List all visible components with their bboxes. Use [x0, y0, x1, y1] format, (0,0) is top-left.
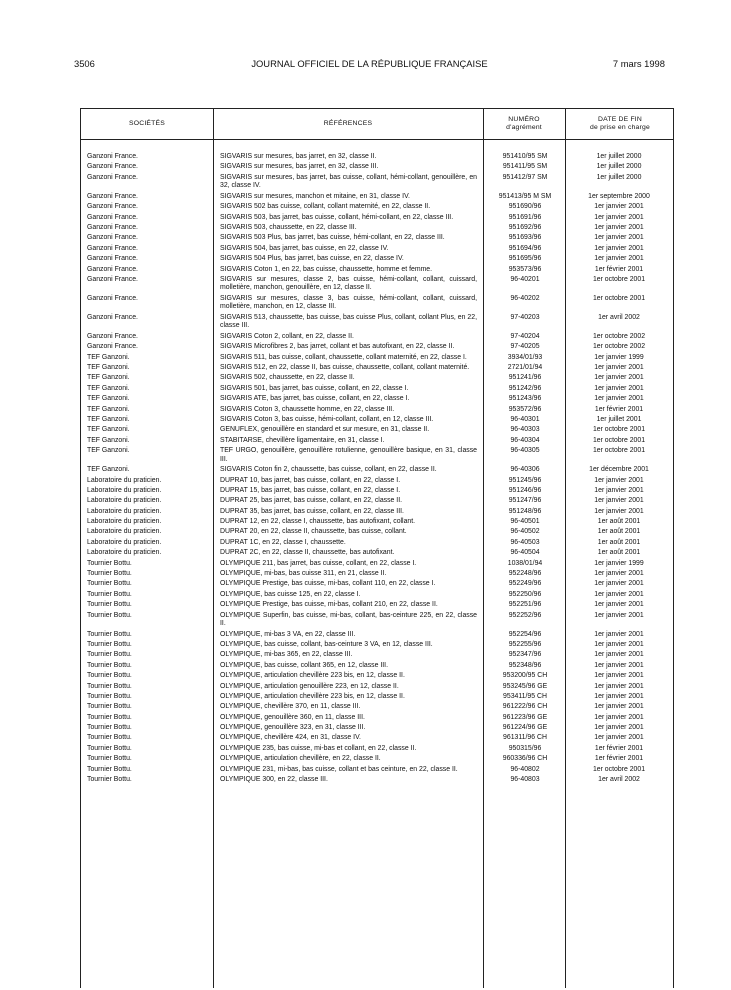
numero-cell: 952250/96 [508, 590, 542, 598]
table-row [81, 447, 673, 466]
publication-date: 7 mars 1998 [612, 58, 665, 69]
societe-cell: Ganzoni France. [87, 192, 138, 200]
date-cell: 1er janvier 2001 [594, 213, 644, 221]
numero-cell: 953200/95 CH [502, 672, 548, 680]
table-row [81, 734, 673, 744]
numero-cell: 951412/97 SM [502, 173, 548, 181]
table-row [81, 153, 673, 163]
societe-cell: TEF Ganzoni. [87, 415, 130, 423]
table-row [81, 703, 673, 713]
date-cell: 1er janvier 2001 [594, 713, 644, 721]
societe-cell: Laboratoire du praticien. [87, 518, 162, 526]
societe-cell: Tournier Bottu. [87, 601, 132, 609]
numero-cell: 952249/96 [508, 580, 542, 588]
numero-cell: 951241/96 [508, 374, 542, 382]
date-cell: 1er janvier 2001 [594, 703, 644, 711]
reference-cell: OLYMPIQUE, bas cuisse 125, en 22, classe I. [220, 590, 361, 598]
date-cell: 1er octobre 2002 [592, 332, 646, 340]
date-cell: 1er octobre 2001 [592, 765, 646, 773]
date-cell: 1er février 2001 [594, 755, 644, 763]
table-row [81, 631, 673, 641]
reference-cell: SIGVARIS sur mesures, classe 3, bas cuisse, hémi-collant, collant, cuissard, molletière, manchon, en 12, classe III. [220, 294, 477, 311]
numero-cell: 2721/01/94 [507, 364, 543, 372]
societe-cell: Laboratoire du praticien. [87, 507, 162, 515]
date-cell: 1er avril 2002 [598, 776, 640, 784]
numero-cell: 96-40301 [510, 415, 540, 423]
numero-cell: 951692/96 [508, 223, 542, 231]
date-cell: 1er janvier 2001 [594, 486, 644, 494]
numero-cell: 952252/96 [508, 611, 542, 619]
societe-cell: Tournier Bottu. [87, 580, 132, 588]
table-row [81, 497, 673, 507]
reference-cell: DUPRAT 20, en 22, classe II, chaussette, bas cuisse, collant. [220, 528, 407, 536]
date-cell: 1er janvier 2001 [594, 640, 644, 648]
table-row [81, 416, 673, 426]
table-row [81, 354, 673, 364]
reference-cell: SIGVARIS Coton 3, chaussette homme, en 22, classe III. [220, 405, 395, 413]
table-row [81, 295, 673, 314]
numero-cell: 961223/96 GE [502, 713, 548, 721]
numero-cell: 951246/96 [508, 486, 542, 494]
table-row [81, 672, 673, 682]
societe-cell: Tournier Bottu. [87, 682, 132, 690]
date-cell: 1er janvier 2001 [594, 395, 644, 403]
reference-cell: DUPRAT 15, bas jarret, bas cuisse, collant, en 22, classe I. [220, 486, 401, 494]
societe-cell: Ganzoni France. [87, 244, 138, 252]
table-row [81, 580, 673, 590]
column-header-sublabel: de prise en charge [590, 124, 650, 131]
table-row [81, 641, 673, 651]
societe-cell: Laboratoire du praticien. [87, 486, 162, 494]
societe-cell: Laboratoire du praticien. [87, 549, 162, 557]
numero-cell: 961222/96 CH [502, 703, 548, 711]
societe-cell: TEF Ganzoni. [87, 426, 130, 434]
numero-cell: 960336/96 CH [502, 755, 548, 763]
column-header-label: DATE DE FIN [598, 116, 642, 123]
numero-cell: 96-40304 [510, 436, 540, 444]
numero-cell: 97-40204 [510, 332, 540, 340]
date-cell: 1er octobre 2001 [592, 447, 646, 455]
numero-cell: 951691/96 [508, 213, 542, 221]
reference-cell: OLYMPIQUE, articulation chevillère 223 bis, en 12, classe II. [220, 672, 405, 680]
societe-cell: Tournier Bottu. [87, 755, 132, 763]
header-rule [81, 139, 673, 140]
societe-cell: Tournier Bottu. [87, 651, 132, 659]
societe-cell: Tournier Bottu. [87, 570, 132, 578]
numero-cell: 97-40203 [510, 313, 540, 321]
reference-cell: SIGVARIS 502, chaussette, en 22, classe II. [220, 374, 355, 382]
reference-cell: DUPRAT 1C, en 22, classe I, chaussette. [220, 538, 346, 546]
reference-cell: SIGVARIS sur mesures, bas jarret, bas cuisse, collant, hémi-collant, genouillère, en 32, classe IV. [220, 173, 477, 190]
table-row [81, 755, 673, 765]
table-row [81, 466, 673, 476]
reference-cell: DUPRAT 12, en 22, classe I, chaussette, bas autofixant, collant. [220, 518, 416, 526]
agrement-table [80, 108, 674, 988]
date-cell: 1er janvier 2001 [594, 223, 644, 231]
date-cell: 1er janvier 2001 [594, 203, 644, 211]
reference-cell: OLYMPIQUE, chevillère 370, en 11, classe III. [220, 703, 361, 711]
reference-cell: STABITARSE, chevillère ligamentaire, en 31, classe I. [220, 436, 385, 444]
societe-cell: Tournier Bottu. [87, 661, 132, 669]
reference-cell: DUPRAT 25, bas jarret, bas cuisse, collant, en 22, classe II. [220, 497, 403, 505]
numero-cell: 96-40803 [510, 776, 540, 784]
table-row [81, 745, 673, 755]
reference-cell: OLYMPIQUE Superfin, bas cuisse, mi-bas, collant, bas-ceinture 225, en 22, classe II. [220, 611, 477, 628]
numero-cell: 96-40502 [510, 528, 540, 536]
societe-cell: Ganzoni France. [87, 234, 138, 242]
page-number: 3506 [74, 58, 95, 69]
reference-cell: SIGVARIS 504 Plus, bas jarret, bas cuisse, en 22, classe IV. [220, 255, 404, 263]
numero-cell: 953573/96 [508, 265, 542, 273]
journal-title: JOURNAL OFFICIEL DE LA RÉPUBLIQUE FRANÇAISE [251, 58, 488, 69]
date-cell: 1er janvier 2001 [594, 692, 644, 700]
column-header-date-fin [565, 109, 675, 139]
reference-cell: OLYMPIQUE, articulation chevillère, en 22, classe II. [220, 755, 381, 763]
societe-cell: Ganzoni France. [87, 294, 138, 302]
date-cell: 1er juillet 2000 [596, 163, 642, 171]
numero-cell: 952251/96 [508, 601, 542, 609]
table-body [81, 153, 673, 786]
reference-cell: SIGVARIS 502 bas cuisse, collant, collant maternité, en 22, classe II. [220, 203, 431, 211]
societe-cell: TEF Ganzoni. [87, 384, 130, 392]
table-row [81, 693, 673, 703]
date-cell: 1er janvier 2001 [594, 364, 644, 372]
reference-cell: SIGVARIS 501, bas jarret, bas cuisse, collant, en 22, classe I. [220, 384, 409, 392]
numero-cell: 96-40202 [510, 294, 540, 302]
table-row [81, 477, 673, 487]
reference-cell: OLYMPIQUE 211, bas jarret, bas cuisse, collant, en 22, classe I. [220, 559, 417, 567]
societe-cell: Laboratoire du praticien. [87, 538, 162, 546]
table-row [81, 651, 673, 661]
reference-cell: OLYMPIQUE, bas cuisse, collant 365, en 12, classe III. [220, 661, 389, 669]
societe-cell: Tournier Bottu. [87, 630, 132, 638]
table-row [81, 766, 673, 776]
date-cell: 1er octobre 2002 [592, 343, 646, 351]
reference-cell: SIGVARIS ATE, bas jarret, bas cuisse, collant, en 22, classe I. [220, 395, 410, 403]
table-row [81, 364, 673, 374]
table-row [81, 518, 673, 528]
date-cell: 1er janvier 2001 [594, 601, 644, 609]
reference-cell: SIGVARIS Coton fin 2, chaussette, bas cuisse, collant, en 22, classe II. [220, 466, 437, 474]
reference-cell: DUPRAT 2C, en 22, classe II, chaussette, bas autofixant. [220, 549, 395, 557]
societe-cell: Ganzoni France. [87, 153, 138, 160]
societe-cell: Laboratoire du praticien. [87, 497, 162, 505]
numero-cell: 952347/96 [508, 651, 542, 659]
numero-cell: 953572/96 [508, 405, 542, 413]
table-row [81, 560, 673, 570]
column-header-societes [81, 109, 213, 139]
table-row [81, 724, 673, 734]
table-row [81, 539, 673, 549]
numero-cell: 952248/96 [508, 570, 542, 578]
date-cell: 1er octobre 2001 [592, 426, 646, 434]
numero-cell: 950315/96 [508, 744, 542, 752]
reference-cell: OLYMPIQUE, articulation genouillère 223, en 12, classe II. [220, 682, 399, 690]
date-cell: 1er septembre 2000 [588, 192, 650, 200]
reference-cell: OLYMPIQUE 300, en 22, classe III. [220, 776, 328, 784]
societe-cell: Ganzoni France. [87, 275, 138, 283]
societe-cell: Tournier Bottu. [87, 776, 132, 784]
societe-cell: Ganzoni France. [87, 213, 138, 221]
date-cell: 1er août 2001 [597, 549, 641, 557]
societe-cell: Ganzoni France. [87, 173, 138, 181]
date-cell: 1er janvier 2001 [594, 507, 644, 515]
numero-cell: 953411/95 CH [503, 692, 547, 700]
date-cell: 1er décembre 2001 [589, 466, 649, 474]
societe-cell: TEF Ganzoni. [87, 466, 130, 474]
table-row [81, 203, 673, 213]
societe-cell: TEF Ganzoni. [87, 395, 130, 403]
reference-cell: SIGVARIS Microfibres 2, bas jarret, collant et bas autofixant, en 22, classe II. [220, 343, 455, 351]
numero-cell: 953245/96 GE [502, 682, 548, 690]
date-cell: 1er janvier 2001 [594, 580, 644, 588]
societe-cell: TEF Ganzoni. [87, 436, 130, 444]
societe-cell: Tournier Bottu. [87, 692, 132, 700]
societe-cell: Tournier Bottu. [87, 734, 132, 742]
date-cell: 1er juillet 2000 [596, 153, 642, 160]
numero-cell: 96-40201 [510, 275, 540, 283]
reference-cell: DUPRAT 10, bas jarret, bas cuisse, collant, en 22, classe I. [220, 476, 401, 484]
reference-cell: SIGVARIS sur mesures, bas jarret, en 32, classe II. [220, 153, 377, 160]
table-row [81, 224, 673, 234]
reference-cell: OLYMPIQUE 235, bas cuisse, mi-bas et collant, en 22, classe II. [220, 744, 417, 752]
reference-cell: OLYMPIQUE 231, mi-bas, bas cuisse, collant et bas ceinture, en 22, classe II. [220, 765, 458, 773]
table-row [81, 601, 673, 611]
societe-cell: Ganzoni France. [87, 255, 138, 263]
date-cell: 1er janvier 2001 [594, 661, 644, 669]
reference-cell: OLYMPIQUE, mi-bas 3 VA, en 22, classe III. [220, 630, 356, 638]
reference-cell: OLYMPIQUE Prestige, bas cuisse, mi-bas, collant 210, en 22, classe II. [220, 601, 438, 609]
numero-cell: 951248/96 [508, 507, 542, 515]
table-row [81, 406, 673, 416]
reference-cell: SIGVARIS 503, chaussette, en 22, classe III. [220, 223, 357, 231]
date-cell: 1er janvier 2001 [594, 497, 644, 505]
table-row [81, 385, 673, 395]
societe-cell: Ganzoni France. [87, 163, 138, 171]
date-cell: 1er janvier 2001 [594, 734, 644, 742]
societe-cell: TEF Ganzoni. [87, 364, 130, 372]
date-cell: 1er janvier 2001 [594, 651, 644, 659]
table-row [81, 374, 673, 384]
date-cell: 1er août 2001 [597, 528, 641, 536]
date-cell: 1er février 2001 [594, 744, 644, 752]
reference-cell: SIGVARIS sur mesures, bas jarret, en 32, classe III. [220, 163, 379, 171]
numero-cell: 951247/96 [508, 497, 542, 505]
reference-cell: SIGVARIS 512, en 22, classe II, bas cuisse, chaussette, collant, collant maternité. [220, 364, 470, 372]
societe-cell: Tournier Bottu. [87, 559, 132, 567]
reference-cell: OLYMPIQUE, bas cuisse, collant, bas-ceinture 3 VA, en 12, classe III. [220, 640, 433, 648]
column-header-sublabel: d'agrément [506, 124, 542, 131]
reference-cell: OLYMPIQUE, mi-bas, bas cuisse 311, en 21, classe II. [220, 570, 387, 578]
societe-cell: Tournier Bottu. [87, 744, 132, 752]
reference-cell: DUPRAT 35, bas jarret, bas cuisse, collant, en 22, classe III. [220, 507, 404, 515]
table-row [81, 234, 673, 244]
societe-cell: Ganzoni France. [87, 265, 138, 273]
reference-cell: GENUFLEX, genouillère en standard et sur mesure, en 31, classe II. [220, 426, 430, 434]
table-row [81, 549, 673, 559]
date-cell: 1er juillet 2000 [596, 173, 642, 181]
societe-cell: Ganzoni France. [87, 203, 138, 211]
societe-cell: Ganzoni France. [87, 223, 138, 231]
date-cell: 1er janvier 1999 [594, 353, 644, 361]
reference-cell: SIGVARIS 504, bas jarret, bas cuisse, en 22, classe IV. [220, 244, 389, 252]
date-cell: 1er janvier 2001 [594, 630, 644, 638]
table-row [81, 343, 673, 353]
numero-cell: 96-40503 [510, 538, 540, 546]
date-cell: 1er janvier 2001 [594, 255, 644, 263]
date-cell: 1er janvier 2001 [594, 476, 644, 484]
date-cell: 1er août 2001 [597, 518, 641, 526]
column-header-label: SOCIÉTÉS [129, 120, 165, 127]
reference-cell: SIGVARIS sur mesures, classe 2, bas cuisse, hémi-collant, collant, cuissard, molletière, manchon, genouillère, en 12, classe II. [220, 275, 477, 292]
table-row [81, 255, 673, 265]
numero-cell: 96-40802 [510, 765, 540, 773]
numero-cell: 951413/95 M SM [498, 192, 552, 200]
date-cell: 1er janvier 2001 [594, 590, 644, 598]
table-row [81, 437, 673, 447]
societe-cell: TEF Ganzoni. [87, 447, 130, 455]
numero-cell: 96-40305 [510, 447, 540, 455]
societe-cell: Tournier Bottu. [87, 611, 132, 619]
societe-cell: TEF Ganzoni. [87, 405, 130, 413]
reference-cell: OLYMPIQUE, mi-bas 365, en 22, classe III. [220, 651, 353, 659]
numero-cell: 951690/96 [508, 203, 542, 211]
date-cell: 1er janvier 1999 [594, 559, 644, 567]
table-row [81, 276, 673, 295]
table-row [81, 487, 673, 497]
numero-cell: 961224/96 GE [502, 724, 548, 732]
date-cell: 1er janvier 2001 [594, 570, 644, 578]
reference-cell: SIGVARIS sur mesures, manchon et mitaine, en 31, classe IV. [220, 192, 410, 200]
date-cell: 1er août 2001 [597, 538, 641, 546]
reference-cell: OLYMPIQUE, genouillère 323, en 31, classe III. [220, 724, 366, 732]
societe-cell: Tournier Bottu. [87, 724, 132, 732]
reference-cell: OLYMPIQUE Prestige, bas cuisse, mi-bas, collant 110, en 22, classe I. [220, 580, 436, 588]
table-row [81, 528, 673, 538]
table-row [81, 683, 673, 693]
societe-cell: TEF Ganzoni. [87, 374, 130, 382]
numero-cell: 96-40501 [510, 518, 540, 526]
table-row [81, 174, 673, 193]
societe-cell: Tournier Bottu. [87, 590, 132, 598]
societe-cell: Laboratoire du praticien. [87, 528, 162, 536]
numero-cell: 951411/95 SM [502, 163, 548, 171]
date-cell: 1er janvier 2001 [594, 611, 644, 619]
numero-cell: 951243/96 [508, 395, 542, 403]
table-row [81, 333, 673, 343]
societe-cell: Laboratoire du praticien. [87, 476, 162, 484]
table-row [81, 395, 673, 405]
date-cell: 1er octobre 2001 [592, 294, 646, 302]
societe-cell: Ganzoni France. [87, 343, 138, 351]
table-row [81, 426, 673, 436]
table-row [81, 163, 673, 173]
numero-cell: 97-40205 [510, 343, 540, 351]
reference-cell: OLYMPIQUE, genouillère 360, en 11, classe III. [220, 713, 365, 721]
date-cell: 1er janvier 2001 [594, 724, 644, 732]
numero-cell: 951694/96 [508, 244, 542, 252]
numero-cell: 96-40303 [510, 426, 540, 434]
societe-cell: TEF Ganzoni. [87, 353, 130, 361]
table-row [81, 314, 673, 333]
numero-cell: 951410/95 SM [502, 153, 548, 160]
numero-cell: 951245/96 [508, 476, 542, 484]
numero-cell: 952348/96 [508, 661, 542, 669]
numero-cell: 3934/01/93 [507, 353, 543, 361]
societe-cell: Tournier Bottu. [87, 713, 132, 721]
reference-cell: OLYMPIQUE, articulation chevillère 223 bis, en 12, classe II. [220, 692, 405, 700]
date-cell: 1er octobre 2001 [592, 275, 646, 283]
page-header [74, 58, 665, 72]
table-row [81, 612, 673, 631]
reference-cell: SIGVARIS Coton 3, bas cuisse, hémi-collant, collant, en 12, classe III. [220, 415, 434, 423]
table-row [81, 193, 673, 203]
date-cell: 1er octobre 2001 [592, 436, 646, 444]
date-cell: 1er juillet 2001 [596, 415, 642, 423]
date-cell: 1er janvier 2001 [594, 672, 644, 680]
reference-cell: SIGVARIS 511, bas cuisse, collant, chaussette, collant maternité, en 22, classe I. [220, 353, 467, 361]
table-row [81, 245, 673, 255]
date-cell: 1er février 2001 [594, 405, 644, 413]
societe-cell: Tournier Bottu. [87, 672, 132, 680]
table-row [81, 591, 673, 601]
table-row [81, 776, 673, 786]
societe-cell: Ganzoni France. [87, 313, 138, 321]
reference-cell: TEF URGO, genouillère, genouillère rotulienne, genouillère basique, en 31, classe III. [220, 447, 477, 463]
societe-cell: Tournier Bottu. [87, 640, 132, 648]
reference-cell: SIGVARIS 513, chaussette, bas cuisse, bas cuisse Plus, collant, collant Plus, en 22, classe III. [220, 313, 477, 330]
numero-cell: 96-40306 [510, 466, 540, 474]
reference-cell: OLYMPIQUE, chevillère 424, en 31, classe IV. [220, 734, 361, 742]
table-row [81, 714, 673, 724]
table-row [81, 214, 673, 224]
date-cell: 1er janvier 2001 [594, 244, 644, 252]
table-row [81, 570, 673, 580]
numero-cell: 951693/96 [508, 234, 542, 242]
date-cell: 1er avril 2002 [598, 313, 640, 321]
numero-cell: 951242/96 [508, 384, 542, 392]
date-cell: 1er janvier 2001 [594, 374, 644, 382]
numero-cell: 952254/96 [508, 630, 542, 638]
numero-cell: 961311/96 CH [503, 734, 547, 742]
reference-cell: SIGVARIS 503, bas jarret, bas cuisse, collant, hémi-collant, en 22, classe III. [220, 213, 454, 221]
column-header-references [213, 109, 483, 139]
reference-cell: SIGVARIS Coton 2, collant, en 22, classe II. [220, 332, 354, 340]
date-cell: 1er janvier 2001 [594, 234, 644, 242]
table-row [81, 266, 673, 276]
numero-cell: 952255/96 [508, 640, 542, 648]
reference-cell: SIGVARIS 503 Plus, bas jarret, bas cuisse, hémi-collant, en 22, classe III. [220, 234, 445, 242]
reference-cell: SIGVARIS Coton 1, en 22, bas cuisse, chaussette, homme et femme. [220, 265, 433, 273]
table-row [81, 662, 673, 672]
table-row [81, 508, 673, 518]
column-header-numero [483, 109, 565, 139]
column-header-label: RÉFÉRENCES [323, 120, 373, 127]
numero-cell: 1038/01/94 [507, 559, 543, 567]
date-cell: 1er février 2001 [594, 265, 644, 273]
numero-cell: 96-40504 [510, 549, 540, 557]
date-cell: 1er janvier 2001 [594, 384, 644, 392]
societe-cell: Tournier Bottu. [87, 765, 132, 773]
numero-cell: 951695/96 [508, 255, 542, 263]
societe-cell: Tournier Bottu. [87, 703, 132, 711]
column-header-label: NUMÉRO [508, 116, 540, 123]
date-cell: 1er janvier 2001 [594, 682, 644, 690]
societe-cell: Ganzoni France. [87, 332, 138, 340]
